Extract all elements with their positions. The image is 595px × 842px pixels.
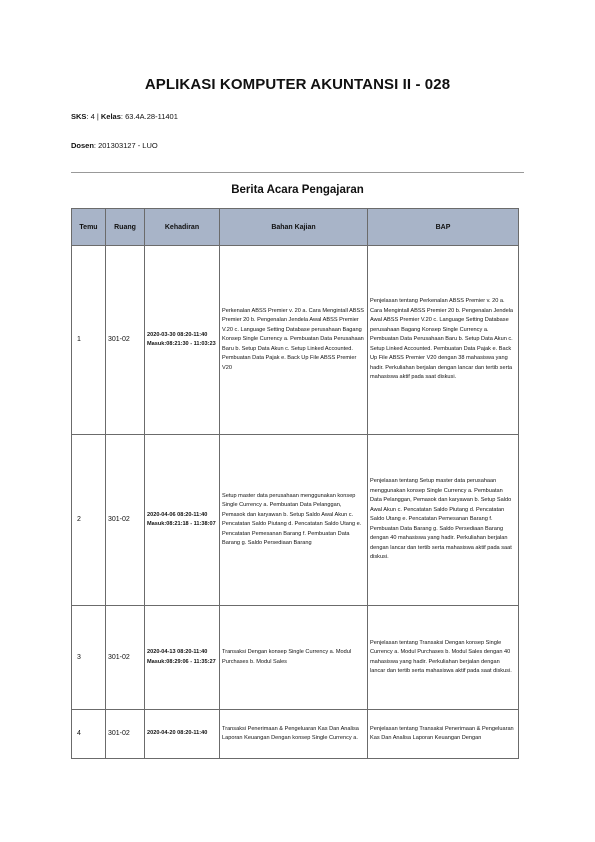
header-bahan-kajian: Bahan Kajian [220,209,368,246]
cell-temu: 2 [72,435,106,606]
cell-kehadiran: 2020-04-06 08:20-11:40 Masuk:08:21:18 - 11:38:07 [145,435,220,606]
cell-bap: Penjelasan tentang Perkenalan ABSS Premier v. 20 a. Cara Mengintall ABSS Premier 20 b. Pengenalan Jendela Awal ABSS Premier V.20 c. Language Setting Database perusahaan Bagang Konsep Single Currency a. Pembuatan Data Perusahaan Baru b. Setup Data Akun c. Setup Linked Accounted. Pembuatan Data Pajak e. Back Up File ABSS Premier V20 dengan 38 mahasiswa yang hadir. Perkuliahan berjalan dengan lancar dan tertib serta mahasiswa aktif pada saat diskusi. [368,246,519,435]
sks-label: SKS [71,112,87,121]
cell-bahan-kajian: Setup master data perusahaan menggunakan konsep Single Currency a. Pembuatan Data Pelanggan, Pemasok dan karyawan b. Setup Saldo Awal Akun c. Pencatatan Saldo Piutang d. Pencatatan Saldo Utang e. Pencatatan Pemesanan Barang f. Pembuatan Data Barang g. Saldo Persediaan Barang [220,435,368,606]
cell-ruang: 301-02 [106,710,145,759]
cell-kehadiran: 2020-04-20 08:20-11:40 [145,710,220,759]
divider [71,172,524,173]
cell-ruang: 301-02 [106,246,145,435]
header-temu: Temu [72,209,106,246]
kelas-label: Kelas [100,112,121,121]
cell-bap: Penjelasan tentang Transaksi Dengan konsep Single Currency a. Modul Purchases b. Modul Sales dengan 40 mahasiswa yang hadir. Perkuliahan berjalan dengan lancar dan tertib serta mahasiswa aktif pada saat diskusi. [368,606,519,710]
sks-value: : 4 | [86,112,101,121]
cell-temu: 4 [72,710,106,759]
dosen-value: : 201303127 - LUO [93,141,158,150]
cell-kehadiran: 2020-04-13 08:20-11:40 Masuk:08:29:06 - 11:35:27 [145,606,220,710]
course-meta [71,112,178,121]
cell-bap: Penjelasan tentang Transaksi Penerimaan & Pengeluaran Kas Dan Analisa Laporan Keuangan Dengan [368,710,519,759]
table-row [72,710,519,759]
table-row [72,606,519,710]
cell-ruang: 301-02 [106,435,145,606]
cell-bap: Penjelasan tentang Setup master data perusahaan menggunakan konsep Single Currency a. Pembuatan Data Pelanggan, Pemasok dan karyawan b. Setup Saldo Awal Akun c. Pencatatan Saldo Piutang d. Pencatatan Saldo Utang e. Pencatatan Pemesanan Barang f. Pembuatan Data Barang g. Saldo Persediaan Barang dengan 40 mahasiswa yang hadir. Perkuliahan berjalan dengan lancar dan tertib serta mahasiswa aktif pada saat diskusi. [368,435,519,606]
header-kehadiran: Kehadiran [145,209,220,246]
table-row [72,435,519,606]
page-title: APLIKASI KOMPUTER AKUNTANSI II - 028 [144,76,451,93]
lecturer-meta [71,141,158,150]
teaching-record-table [71,208,519,759]
cell-temu: 1 [72,246,106,435]
kelas-value: : 63.4A.28-11401 [120,112,178,121]
cell-kehadiran: 2020-03-30 08:20-11:40 Masuk:08:21:30 - 11:03:23 [145,246,220,435]
cell-temu: 3 [72,606,106,710]
dosen-label: Dosen [71,141,94,150]
section-title: Berita Acara Pengajaran [231,184,364,196]
cell-bahan-kajian: Transaksi Penerimaan & Pengeluaran Kas Dan Analisa Laporan Keuangan Dengan konsep Single Currency a. [220,710,368,759]
table-row [72,246,519,435]
header-ruang: Ruang [106,209,145,246]
cell-ruang: 301-02 [106,606,145,710]
cell-bahan-kajian: Perkenalan ABSS Premier v. 20 a. Cara Mengintall ABSS Premier 20 b. Pengenalan Jendela Awal ABSS Premier V.20 c. Language Setting Database perusahaan Bagang Konsep Single Currency a. Pembuatan Data Perusahaan Baru b. Setup Data Akun c. Setup Linked Accounted. Pembuatan Data Pajak e. Back Up File ABSS Premier V20 [220,246,368,435]
cell-bahan-kajian: Transaksi Dengan konsep Single Currency a. Modul Purchases b. Modul Sales [220,606,368,710]
header-bap: BAP [368,209,519,246]
table-header-row [72,209,519,246]
